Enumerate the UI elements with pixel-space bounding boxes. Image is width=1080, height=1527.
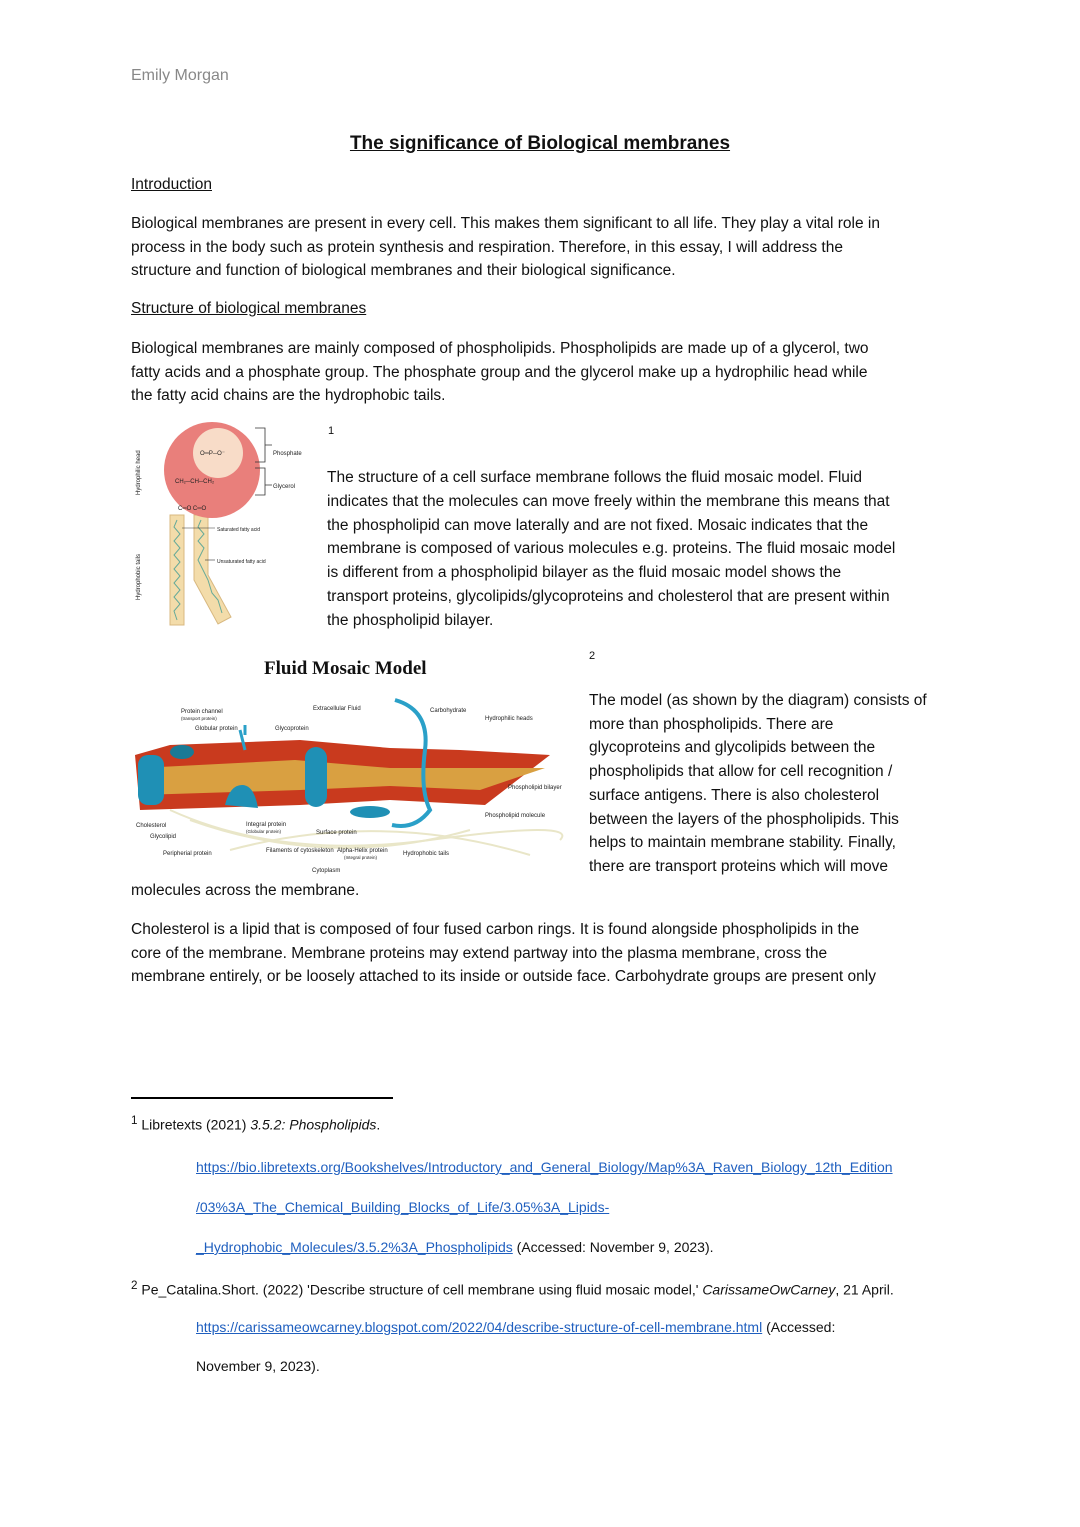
- footnote-1-url-line[interactable]: https://bio.libretexts.org/Bookshelves/Introductory_and_General_Biology/Map%3A_Raven_Biology_12th_Edition: [196, 1159, 893, 1175]
- footnote-punct: .: [376, 1116, 381, 1133]
- text-line: molecules across the membrane.: [131, 882, 360, 899]
- text-line: transport proteins, glycolipids/glycoproteins and cholesterol that are present within: [327, 588, 890, 605]
- integral-label: Integral protein: [246, 822, 287, 828]
- footnote-accessed-date: November 9, 2023).: [196, 1358, 320, 1374]
- svg-text:CH₂─CH─CH₂: CH₂─CH─CH₂: [175, 479, 215, 485]
- svg-text:O═P─O⁻: O═P─O⁻: [200, 451, 226, 457]
- text-line: Cholesterol is a lipid that is composed of four fused carbon rings. It is found alongside phospholipids in the: [131, 921, 860, 938]
- text-line: between the layers of the phospholipids. This: [589, 810, 899, 828]
- text-line: surface antigens. There is also cholesterol: [589, 786, 880, 804]
- text-line: the phospholipid can move laterally and are not fixed. Mosaic indicates that the: [327, 516, 869, 534]
- text-line: is different from a phospholipid bilayer as the fluid mosaic model shows the: [327, 564, 842, 582]
- footnote-ref-2[interactable]: 2: [589, 650, 596, 662]
- intro-heading: Introduction: [131, 176, 212, 193]
- footnote-accessed: (Accessed:: [762, 1319, 836, 1335]
- extracellular-label: Extracellular Fluid: [313, 706, 361, 712]
- saturated-label: Saturated fatty acid: [217, 527, 261, 533]
- text-line: glycoproteins and glycolipids between the: [589, 739, 876, 757]
- footnote-date: , 21 April.: [835, 1281, 894, 1298]
- hydrophilic-heads-label: Hydrophilic heads: [485, 716, 533, 722]
- text-line: the phospholipid bilayer.: [327, 611, 494, 629]
- footnote-text: Pe_Catalina.Short. (2022) 'Describe structure of cell membrane using fluid mosaic model,': [141, 1281, 703, 1298]
- filaments-label: Filaments of cytoskeleton: [266, 848, 334, 854]
- text-line: phospholipids that allow for cell recognition /: [589, 763, 893, 781]
- text-line: The model (as shown by the diagram) consists of: [589, 692, 927, 709]
- integral-sub-label: (Globular protein): [246, 829, 282, 834]
- surface-label: Surface protein: [316, 830, 357, 836]
- footnote-number: 2: [131, 1279, 138, 1292]
- hydrophilic-head-label: Hydrophilic head: [136, 450, 142, 495]
- saturated-tail: [170, 515, 184, 625]
- text-line: fatty acids and a phosphate group. The phosphate group and the glycerol make up a hydrophilic head while: [131, 363, 868, 381]
- cytoplasm-label: Cytoplasm: [312, 868, 341, 874]
- text-line: The structure of a cell surface membrane follows the fluid mosaic model. Fluid: [327, 469, 862, 486]
- text-line: membrane is composed of various molecules e.g. proteins. The fluid mosaic model: [327, 540, 896, 558]
- carbohydrate-label: Carbohydrate: [430, 708, 467, 714]
- phospholipid-molecule-label: Phospholipid molecule: [485, 813, 546, 819]
- footnote-2-url[interactable]: https://carissameowcarney.blogspot.com/2022/04/describe-structure-of-cell-membrane.html: [196, 1319, 763, 1335]
- unsaturated-label: Unsaturated fatty acid: [217, 559, 266, 565]
- page-title: The significance of Biological membranes: [349, 133, 731, 154]
- fluid-mosaic-diagram: [130, 690, 570, 880]
- phosphate-label: Phosphate: [273, 451, 302, 457]
- glycerol-label: Glycerol: [273, 484, 296, 490]
- alpha-label: Alpha-Helix protein: [337, 848, 388, 854]
- footnote-ref-1[interactable]: 1: [328, 425, 335, 437]
- footnote-title: 3.5.2: Phospholipids: [250, 1116, 377, 1133]
- footnote-2: [131, 1279, 894, 1298]
- footnote-1-url-line[interactable]: _Hydrophobic_Molecules/3.5.2%3A_Phospholipids: [196, 1239, 513, 1255]
- globular-label: Globular protein: [195, 726, 238, 732]
- bilayer-label: Phospholipid bilayer: [508, 785, 562, 791]
- transport-label: (transport protein): [181, 716, 217, 721]
- text-line: process in the body such as protein synthesis and respiration. Therefore, in this essay, I will address the: [131, 238, 843, 256]
- structure-heading: Structure of biological membranes: [131, 300, 367, 317]
- header-author: Emily Morgan: [131, 67, 229, 84]
- text-line: core of the membrane. Membrane proteins may extend partway into the plasma membrane, cross the: [131, 944, 828, 962]
- text-line: more than phospholipids. There are: [589, 715, 834, 733]
- footnote-separator: [131, 1097, 393, 1099]
- svg-text:C═O C═O: C═O C═O: [178, 506, 207, 512]
- protein-channel: [138, 755, 164, 805]
- cholesterol-label: Cholesterol: [136, 823, 167, 829]
- text-line: helps to maintain membrane stability. Finally,: [589, 834, 896, 852]
- text-line: the fatty acid chains are the hydrophobic tails.: [131, 387, 446, 404]
- footnote-number: 1: [131, 1114, 138, 1127]
- footnote-source: CarissameOwCarney: [702, 1281, 836, 1298]
- hydrophobic-tails-label: Hydrophobic tails: [136, 553, 142, 600]
- alpha-sub-label: (Integral protein): [344, 855, 378, 860]
- glycolipid-label: Glycolipid: [150, 834, 177, 840]
- text-line: Biological membranes are mainly composed of phospholipids. Phospholipids are made up of a glycerol, two: [131, 340, 869, 357]
- peripheral-label: Peripherial protein: [163, 851, 212, 857]
- footnote-author: Libretexts (2021): [141, 1116, 251, 1133]
- fluid-mosaic-title: Fluid Mosaic Model: [264, 658, 427, 679]
- text-line: structure and function of biological membranes and their biological significance.: [131, 262, 676, 279]
- hydrophobic-tails-label: Hydrophobic tails: [403, 851, 450, 857]
- text-line: membrane entirely, or be loosely attached to its inside or outside face. Carbohydrate groups are present only: [131, 968, 876, 986]
- text-line: Biological membranes are present in every cell. This makes them significant to all life. They play a vital role in: [131, 215, 880, 232]
- footnote-1-url-line[interactable]: /03%3A_The_Chemical_Building_Blocks_of_Life/3.05%3A_Lipids-: [196, 1199, 610, 1215]
- footnote-accessed: (Accessed: November 9, 2023).: [512, 1239, 714, 1255]
- text-line: there are transport proteins which will move: [589, 857, 888, 875]
- phospholipid-diagram: [130, 415, 320, 630]
- protein-channel-label: Protein channel: [181, 709, 223, 715]
- text-line: indicates that the molecules can move freely within the membrane this means that: [327, 492, 890, 510]
- glycoprotein-label: Glycoprotein: [275, 726, 309, 732]
- footnote-1: [131, 1114, 380, 1133]
